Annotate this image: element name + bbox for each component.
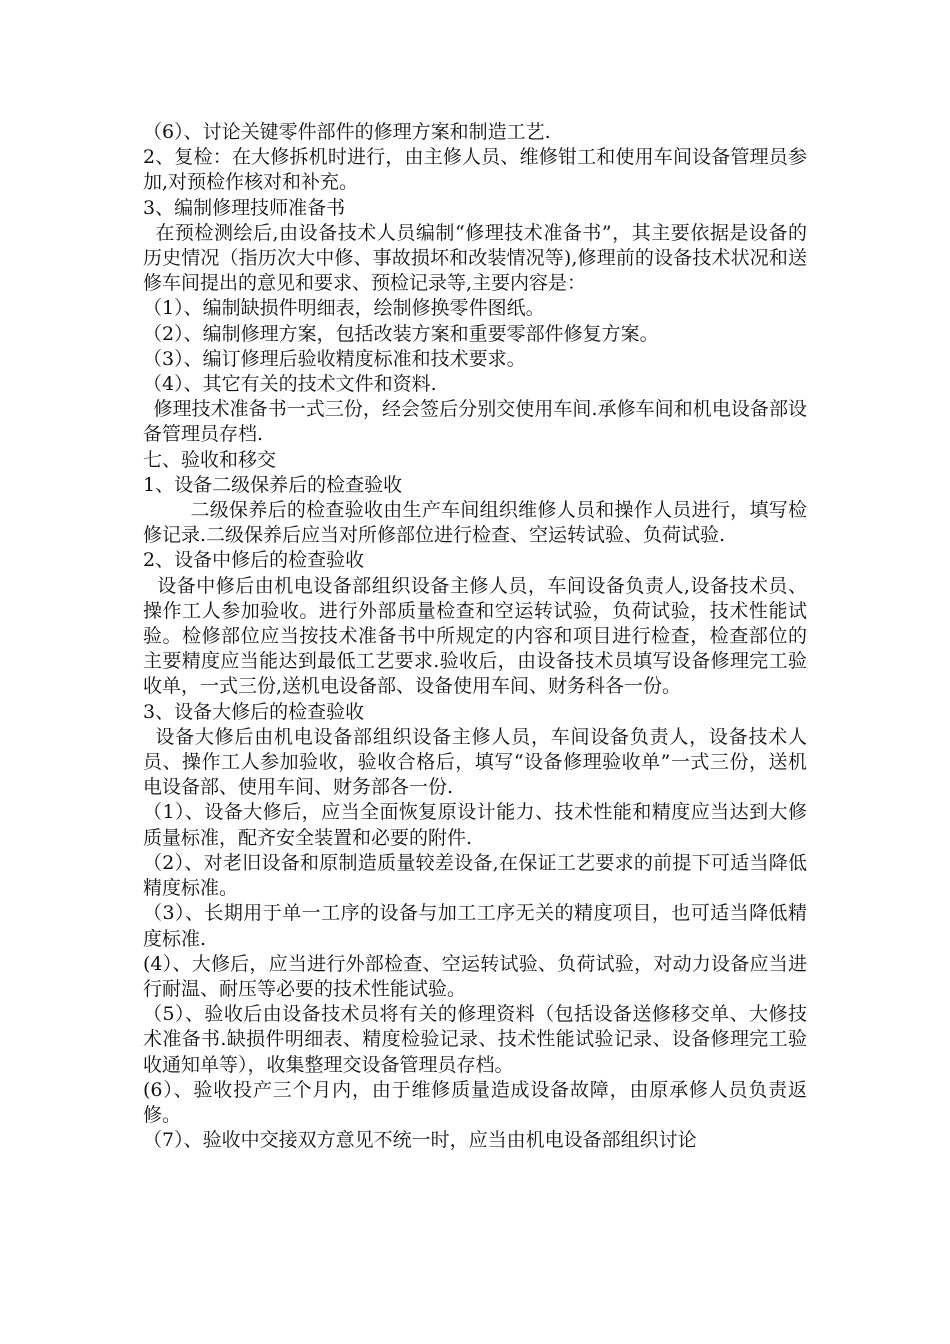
list-item-major-7: （7）、验收中交接双方意见不统一时，应当由机电设备部组织讨论 (143, 1129, 697, 1152)
list-item-4: （4）、其它有关的技术文件和资料. (143, 373, 437, 396)
paragraph-level2-maintenance: 二级保养后的检查验收由生产车间组织维修人员和操作人员进行，填写检修记录.二级保养后应当对所修部位进行检查、空运转试验、负荷试验. (143, 499, 807, 547)
list-item-1: （1）、编制缺损件明细表，绘制修换零件图纸。 (143, 297, 545, 320)
list-item-major-6: (6）、验收投产三个月内，由于维修质量造成设备故障，由原承修人员负责返修。 (143, 1078, 807, 1126)
paragraph-copies: 修理技术准备书一式三份，经会签后分别交使用车间.承修车间和机电设备部设备管理员存档. (143, 398, 807, 446)
paragraph-medium-repair: 设备中修后由机电设备部组织设备主修人员，车间设备负责人,设备技术员、操作工人参加验收。进行外部质量检查和空运转试验，负荷试验，技术性能试验。检修部位应当按技术准备书中所规定的内容和项目进行检查，检查部位的主要精度应当能达到最低工艺要求.验收后，由设备技术员填写设备修理完工验收单，一式三份,送机电设备部、设备使用车间、财务科各一份。 (143, 574, 807, 698)
list-item-major-3: （3）、长期用于单一工序的设备与加工工序无关的精度项目，也可适当降低精度标准. (143, 902, 807, 950)
list-item-major-1: （1）、设备大修后，应当全面恢复原设计能力、技术性能和精度应当达到大修质量标准，配齐安全装置和必要的附件. (143, 801, 807, 849)
document-body (143, 120, 807, 1153)
section-heading-level2-maintenance: 1、设备二级保养后的检查验收 (143, 473, 403, 496)
list-item-major-4: (4）、大修后，应当进行外部检查、空运转试验、负荷试验，对动力设备应当进行耐温、耐压等必要的技术性能试验。 (143, 952, 807, 1000)
list-item-2: （2）、编制修理方案，包括改装方案和重要零部件修复方案。 (143, 322, 659, 345)
paragraph-prep-book-intro: 在预检测绘后,由设备技术人员编制“修理技术准备书”，其主要依据是设备的历史情况（指历次大中修、事故损坏和改装情况等),修理前的设备技术状况和送修车间提出的意见和要求、预检记录等,主要内容是： (143, 221, 807, 295)
list-item-major-5: （5）、验收后由设备技术员将有关的修理资料（包括设备送修移交单、大修技术准备书.缺损件明细表、精度检验记录、技术性能试验记录、设备修理完工验收通知单等），收集整理交设备管理员存档。 (143, 1003, 807, 1076)
section-recheck: 2、复检：在大修拆机时进行，由主修人员、维修钳工和使用车间设备管理员参加,对预检作核对和补充。 (143, 146, 807, 194)
paragraph-major-repair: 设备大修后由机电设备部组织设备主修人员，车间设备负责人，设备技术人员、操作工人参加验收，验收合格后，填写“设备修理验收单”一式三份，送机电设备部、使用车间、财务部各一份. (143, 725, 807, 799)
list-item-major-2: （2）、对老旧设备和原制造质量较差设备,在保证工艺要求的前提下可适当降低精度标准。 (143, 851, 807, 900)
chapter-heading-acceptance: 七、验收和移交 (143, 448, 277, 471)
section-heading-major-repair: 3、设备大修后的检查验收 (143, 700, 365, 723)
list-item-6-discuss: （6）、讨论关键零件部件的修理方案和制造工艺. (143, 121, 551, 143)
list-item-3: （3）、编订修理后验收精度标准和技术要求。 (143, 347, 526, 370)
section-heading-medium-repair: 2、设备中修后的检查验收 (143, 549, 365, 572)
section-heading-prep-book: 3、编制修理技师准备书 (143, 196, 346, 219)
